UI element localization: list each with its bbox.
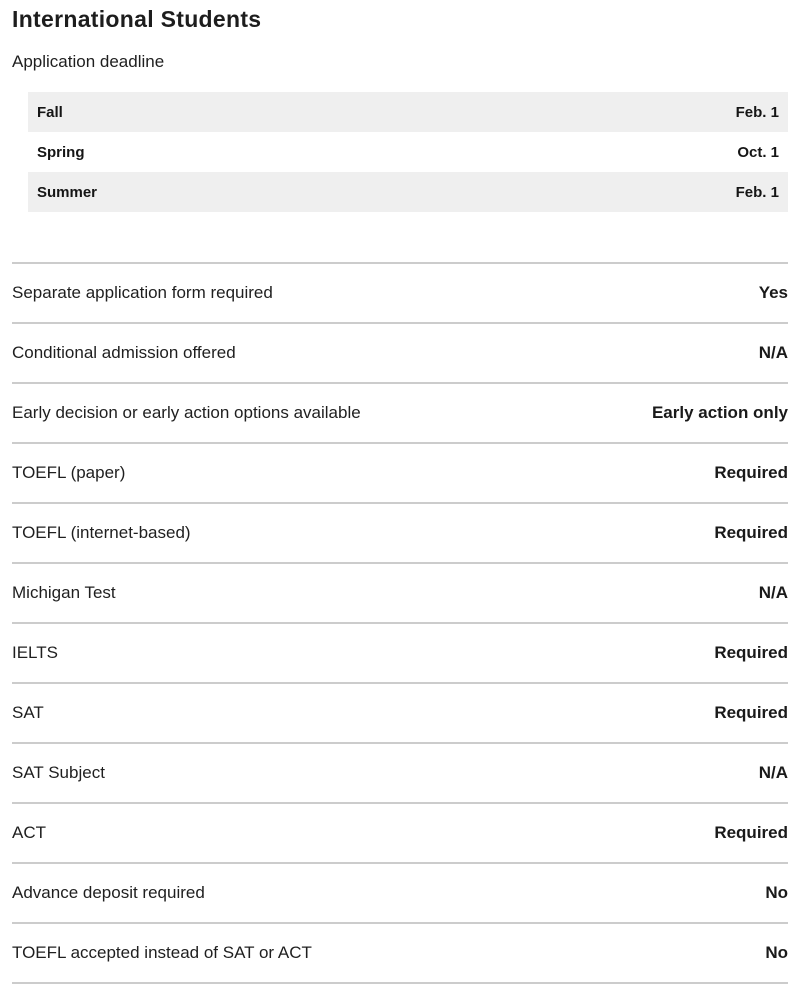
detail-row bbox=[12, 382, 788, 442]
detail-label: TOEFL (internet-based) bbox=[12, 523, 191, 543]
detail-value: Required bbox=[714, 703, 788, 723]
detail-row bbox=[12, 742, 788, 802]
deadline-table bbox=[28, 92, 788, 212]
detail-label: IELTS bbox=[12, 643, 58, 663]
detail-label: ACT bbox=[12, 823, 46, 843]
detail-value: Required bbox=[714, 523, 788, 543]
detail-value: Early action only bbox=[651, 403, 788, 423]
detail-row bbox=[12, 442, 788, 502]
detail-row bbox=[12, 862, 788, 922]
detail-value: Yes bbox=[758, 283, 788, 303]
admission-details-list bbox=[12, 262, 788, 984]
detail-row bbox=[12, 502, 788, 562]
detail-label: SAT bbox=[12, 703, 44, 723]
detail-row bbox=[12, 562, 788, 622]
detail-label: SAT Subject bbox=[12, 763, 105, 783]
detail-value: N/A bbox=[758, 343, 788, 363]
detail-row bbox=[12, 922, 788, 982]
deadline-date-value: Feb. 1 bbox=[735, 103, 779, 121]
detail-value: No bbox=[765, 883, 788, 903]
detail-row bbox=[12, 622, 788, 682]
detail-value: Required bbox=[714, 463, 788, 483]
deadline-term-label: Summer bbox=[37, 183, 98, 201]
deadline-term-label: Spring bbox=[37, 143, 85, 161]
deadline-row bbox=[28, 92, 788, 132]
detail-row bbox=[12, 802, 788, 862]
deadline-date-value: Oct. 1 bbox=[737, 143, 779, 161]
detail-label: Conditional admission offered bbox=[12, 343, 236, 363]
deadline-term-label: Fall bbox=[37, 103, 63, 121]
detail-value: Required bbox=[714, 643, 788, 663]
detail-label: Separate application form required bbox=[12, 283, 273, 303]
application-deadline-subtitle: Application deadline bbox=[12, 52, 165, 72]
detail-label: Michigan Test bbox=[12, 583, 116, 603]
page-title: International Students bbox=[12, 6, 262, 32]
detail-row bbox=[12, 262, 788, 322]
detail-value: No bbox=[765, 943, 788, 963]
deadline-row bbox=[28, 132, 788, 172]
detail-value: N/A bbox=[758, 583, 788, 603]
detail-label: TOEFL (paper) bbox=[12, 463, 126, 483]
detail-label: Early decision or early action options available bbox=[12, 403, 361, 423]
deadline-date-value: Feb. 1 bbox=[735, 183, 779, 201]
detail-label: Advance deposit required bbox=[12, 883, 205, 903]
detail-value: Required bbox=[714, 823, 788, 843]
detail-value: N/A bbox=[758, 763, 788, 783]
deadline-row bbox=[28, 172, 788, 212]
detail-row bbox=[12, 682, 788, 742]
detail-row bbox=[12, 322, 788, 382]
detail-label: TOEFL accepted instead of SAT or ACT bbox=[12, 943, 312, 963]
